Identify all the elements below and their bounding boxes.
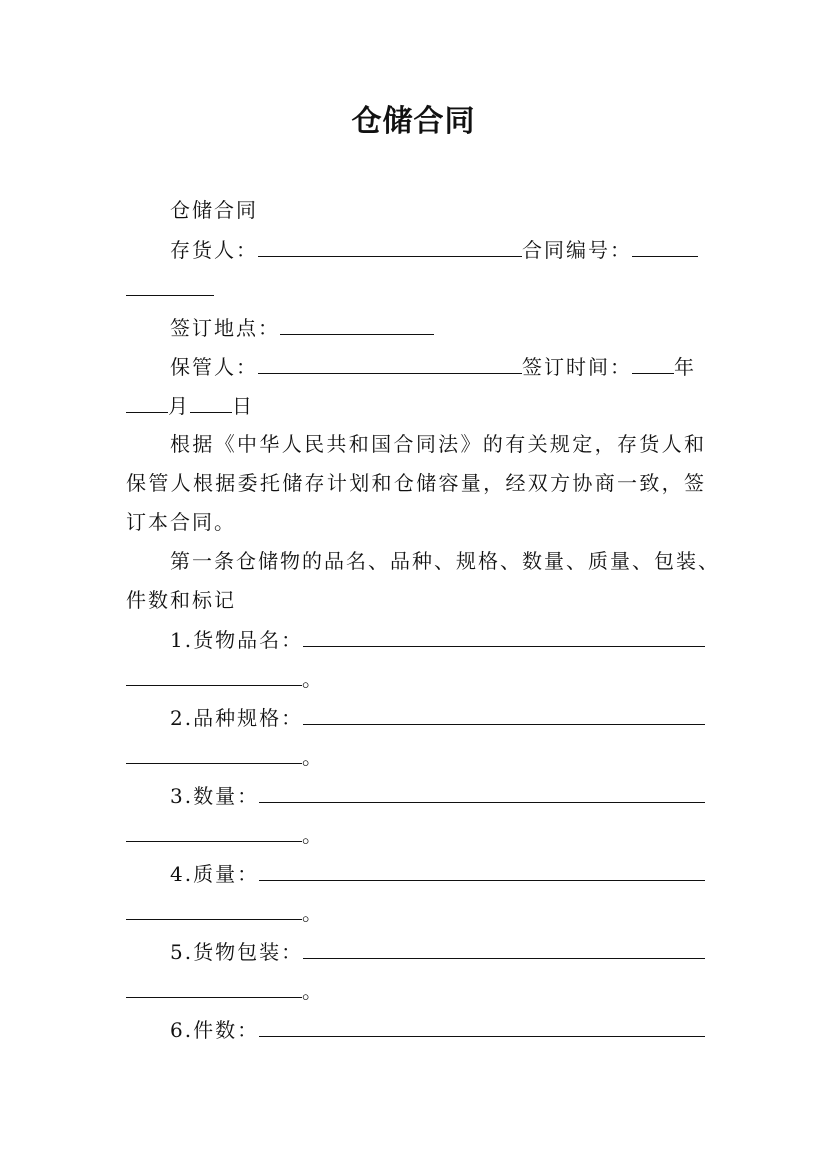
year-blank[interactable] (632, 347, 674, 374)
item-3-blank-cont[interactable] (126, 815, 302, 842)
item-5-period: 。 (302, 979, 324, 1003)
item-5-line (126, 932, 706, 971)
item-4-period: 。 (302, 901, 324, 925)
month-label: 月 (168, 394, 190, 418)
item-2-continue (126, 737, 706, 776)
paragraph-line-1: 根据《中华人民共和国合同法》的有关规定，存货人和 (170, 432, 706, 456)
item-6-line (126, 1010, 706, 1049)
item-2-line (126, 698, 706, 737)
item-1-blank[interactable] (303, 620, 705, 647)
heading-text: 仓储合同 (170, 198, 258, 222)
item-2-period: 。 (302, 745, 324, 769)
item-4-label: 4.质量： (170, 862, 260, 886)
day-label: 日 (232, 394, 254, 418)
item-1-line (126, 620, 706, 659)
year-label: 年 (674, 355, 696, 379)
item-1-blank-cont[interactable] (126, 659, 302, 686)
sign-place-label: 签订地点： (170, 316, 280, 340)
item-2-label: 2.品种规格： (170, 706, 304, 730)
item-1-label: 1.货物品名： (170, 628, 304, 652)
day-blank[interactable] (190, 386, 232, 413)
contract-no-continue-line (126, 269, 706, 308)
heading-line (126, 191, 706, 230)
depositor-blank[interactable] (258, 230, 522, 257)
contract-no-blank[interactable] (632, 230, 698, 257)
item-5-blank-cont[interactable] (126, 971, 302, 998)
item-2-blank[interactable] (303, 698, 705, 725)
keeper-label: 保管人： (170, 355, 258, 379)
item-3-continue (126, 815, 706, 854)
item-3-blank[interactable] (259, 776, 705, 803)
item-4-blank[interactable] (259, 854, 705, 881)
item-5-label: 5.货物包装： (170, 940, 304, 964)
item-3-label: 3.数量： (170, 784, 260, 808)
date-continue-line (126, 386, 706, 425)
item-4-line (126, 854, 706, 893)
item-1-period: 。 (302, 667, 324, 691)
document-title: 仓储合同 (351, 104, 476, 139)
item-5-blank[interactable] (303, 932, 705, 959)
item-6-label: 6.件数： (170, 1018, 260, 1042)
item-6-blank[interactable] (259, 1010, 705, 1037)
sign-place-line (126, 308, 706, 347)
item-3-line (126, 776, 706, 815)
item-4-blank-cont[interactable] (126, 893, 302, 920)
contract-no-blank-cont[interactable] (126, 269, 214, 296)
item-3-period: 。 (302, 823, 324, 847)
sign-time-label: 签订时间： (522, 355, 632, 379)
keeper-blank[interactable] (258, 347, 522, 374)
month-blank[interactable] (126, 386, 168, 413)
article-1-line-1: 第一条仓储物的品名、品种、规格、数量、质量、包装、 (170, 549, 720, 573)
item-2-blank-cont[interactable] (126, 737, 302, 764)
depositor-label: 存货人： (170, 238, 258, 262)
item-4-continue (126, 893, 706, 932)
item-1-continue (126, 659, 706, 698)
item-5-continue (126, 971, 706, 1010)
sign-place-blank[interactable] (280, 308, 434, 335)
article-1-line-2: 件数和标记 (126, 588, 236, 612)
paragraph-line-3: 订本合同。 (126, 510, 236, 534)
keeper-line (126, 347, 706, 386)
contract-no-label: 合同编号： (522, 238, 632, 262)
depositor-line (126, 230, 706, 269)
paragraph-line-2: 保管人根据委托储存计划和仓储容量，经双方协商一致，签 (126, 471, 706, 495)
